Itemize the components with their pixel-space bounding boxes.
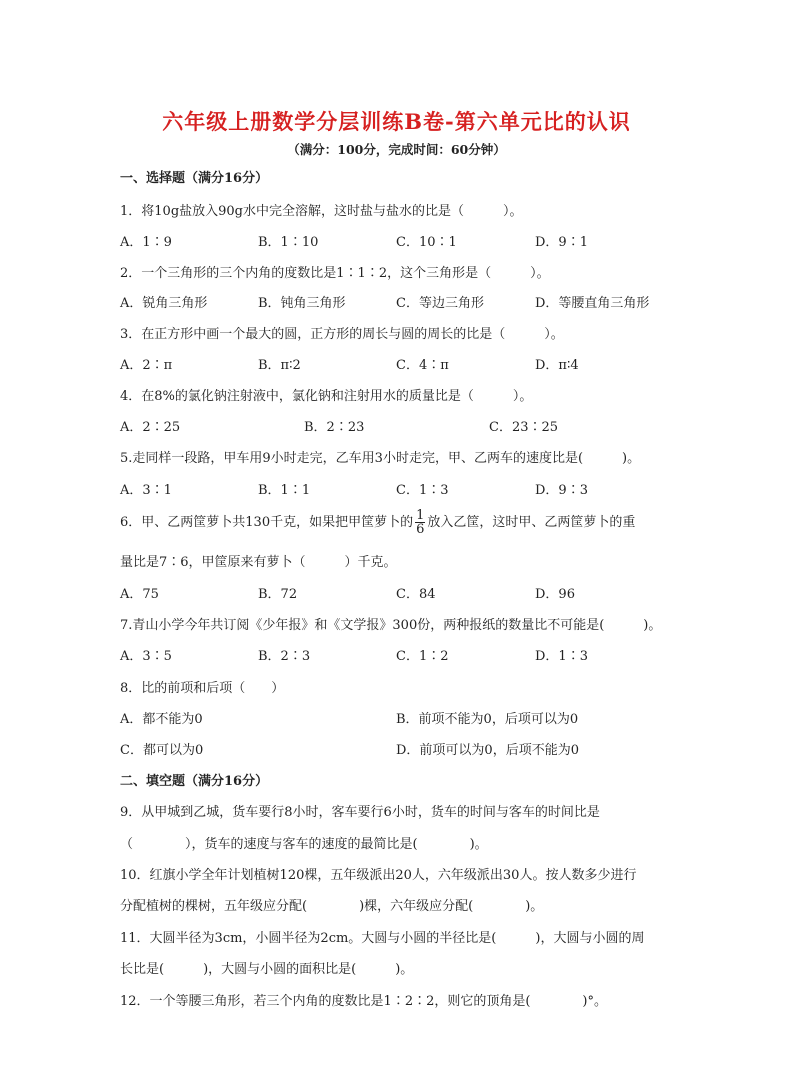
question-3-stem: 3．在正方形中画一个最大的圆，正方形的周长与圆的周长的比是（ ）。: [120, 327, 564, 342]
question-8-option-d: D．前项可以为0，后项不能为0: [396, 743, 579, 758]
section-heading-fill-in: 二、填空题（满分16分）: [120, 774, 269, 789]
question-4-option-b: B．2∶23: [304, 420, 365, 435]
question-6-option-b: B．72: [258, 587, 298, 602]
question-9-line-1: 9．从甲城到乙城，货车要行8小时，客车要行6小时，货车的时间与客车的时间比是: [120, 805, 600, 820]
question-4-option-a: A．2∶25: [120, 420, 181, 435]
question-5-option-d: D．9∶3: [535, 483, 588, 498]
question-8-option-c: C．都可以为0: [120, 743, 204, 758]
question-7-option-a: A．3∶5: [120, 649, 172, 664]
question-4-stem: 4．在8%的氯化钠注射液中，氯化钠和注射用水的质量比是（ ）。: [120, 389, 533, 404]
question-6-option-d: D．96: [535, 587, 575, 602]
fraction-denominator: 6: [416, 522, 425, 537]
question-12-line-1: 12．一个等腰三角形，若三个内角的度数比是1∶2∶2，则它的顶角是( )°。: [120, 994, 607, 1009]
question-6-stem-part-a: 6．甲、乙两筐萝卜共130千克，如果把甲筐萝卜的: [120, 515, 414, 530]
question-7-option-b: B．2∶3: [258, 649, 311, 664]
question-5-stem: 5.走同样一段路，甲车用9小时走完，乙车用3小时走完，甲、乙两车的速度比是( )。: [120, 451, 641, 466]
question-6-stem-line-1: [120, 509, 635, 536]
question-2-option-b: B．钝角三角形: [258, 296, 346, 311]
question-9-line-2: （ ），货车的速度与客车的速度的最简比是( )。: [120, 837, 488, 852]
question-2-option-d: D．等腰直角三角形: [535, 296, 650, 311]
question-3-option-b: B．π∶2: [258, 358, 301, 373]
question-2-option-a: A．锐角三角形: [120, 296, 208, 311]
fraction-numerator: 1: [416, 508, 425, 523]
question-11-line-1: 11．大圆半径为3cm，小圆半径为2cm。大圆与小圆的半径比是( )，大圆与小圆的周: [120, 931, 645, 946]
question-10-line-2: 分配植树的棵树，五年级应分配( )棵，六年级应分配( )。: [120, 899, 544, 914]
question-4-option-c: C．23∶25: [489, 420, 559, 435]
question-1-option-a: A．1∶9: [120, 235, 172, 250]
question-8-stem: 8．比的前项和后项（ ）: [120, 681, 285, 696]
question-1-stem: 1．将10g盐放入90g水中完全溶解，这时盐与盐水的比是（ ）。: [120, 204, 523, 219]
question-6-option-c: C．84: [396, 587, 436, 602]
question-7-option-c: C．1∶2: [396, 649, 449, 664]
question-11-line-2: 长比是( )，大圆与小圆的面积比是( )。: [120, 962, 414, 977]
section-heading-choice: 一、选择题（满分16分）: [120, 171, 269, 186]
question-6-stem-line-2: 量比是7∶6，甲筐原来有萝卜（ ）千克。: [120, 555, 397, 570]
question-3-option-a: A．2∶π: [120, 358, 173, 373]
page-subtitle: （满分：100分，完成时间：60分钟）: [287, 142, 506, 157]
question-8-option-b: B．前项不能为0，后项可以为0: [396, 712, 579, 727]
question-7-stem: 7.青山小学今年共订阅《少年报》和《文学报》300份，两种报纸的数量比不可能是( )。: [120, 618, 662, 633]
question-10-line-1: 10．红旗小学全年计划植树120棵，五年级派出20人，六年级派出30人。按人数多少进行: [120, 868, 637, 883]
question-2-option-c: C．等边三角形: [396, 296, 484, 311]
fraction-one-sixth: [415, 509, 425, 536]
question-1-option-c: C．10∶1: [396, 235, 457, 250]
question-7-option-d: D．1∶3: [535, 649, 588, 664]
question-3-option-c: C．4∶π: [396, 358, 449, 373]
question-6-option-a: A．75: [120, 587, 159, 602]
question-2-stem: 2．一个三角形的三个内角的度数比是1∶1∶2，这个三角形是（ ）。: [120, 266, 550, 281]
question-1-option-b: B．1∶10: [258, 235, 319, 250]
question-5-option-a: A．3∶1: [120, 483, 172, 498]
question-5-option-c: C．1∶3: [396, 483, 449, 498]
question-8-option-a: A．都不能为0: [120, 712, 203, 727]
question-3-option-d: D．π∶4: [535, 358, 579, 373]
question-6-stem-part-b: 放入乙筐，这时甲、乙两筐萝卜的重: [427, 515, 636, 530]
question-5-option-b: B．1∶1: [258, 483, 311, 498]
page-title: 六年级上册数学分层训练B卷-第六单元比的认识: [162, 109, 631, 134]
question-1-option-d: D．9∶1: [535, 235, 588, 250]
